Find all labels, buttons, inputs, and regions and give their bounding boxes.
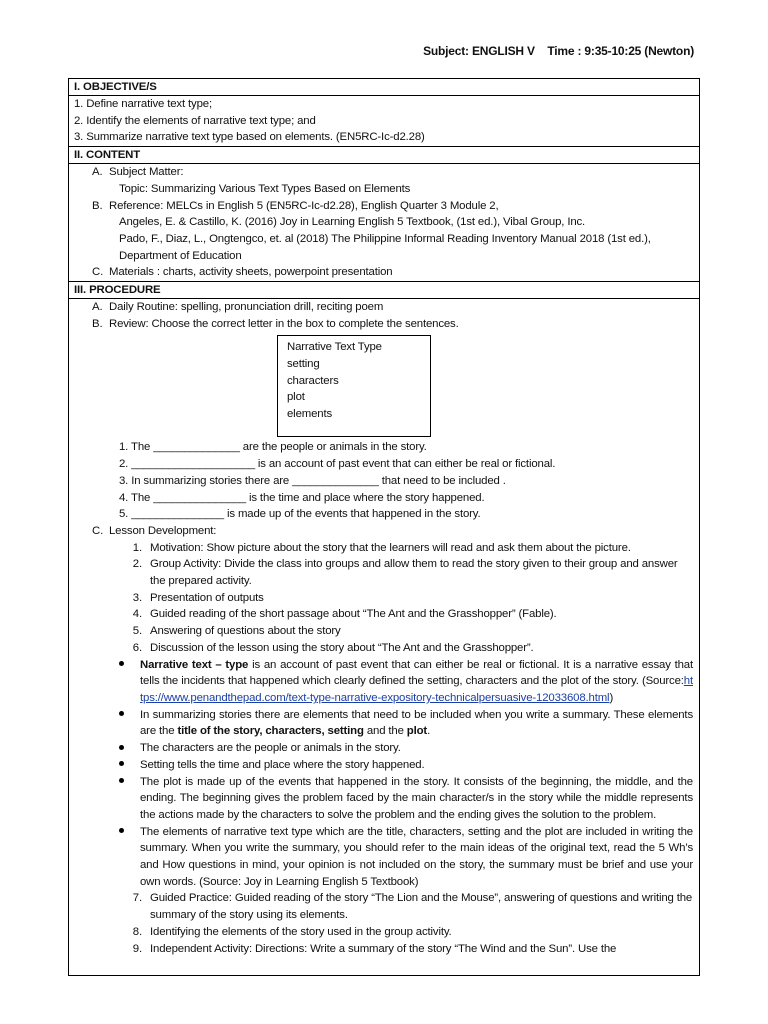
- bullet-dot-icon: [114, 657, 140, 707]
- item-letter: A.: [92, 301, 103, 314]
- materials-line: Materials : charts, activity sheets, powerpoint presentation: [109, 266, 393, 279]
- content-section: [69, 164, 699, 282]
- step-text: Identifying the elements of the story used in the group activity.: [150, 925, 452, 938]
- topic-line: Topic: Summarizing Various Text Types Based on Elements: [119, 182, 411, 195]
- lesson-step: [69, 640, 699, 657]
- bullet-body: In summarizing stories there are elements that need to be included when you write a summary. These elements are the: [140, 708, 693, 738]
- step-text: Presentation of outputs: [150, 591, 264, 604]
- step-text: Guided Practice: Guided reading of the story “The Lion and the Mouse”, answering of questions and writing the summary of the story using its elements.: [150, 892, 693, 922]
- lesson-step: [69, 556, 699, 589]
- lesson-step: [69, 606, 699, 623]
- step-number: 2.: [132, 558, 142, 571]
- step-number: 3.: [132, 591, 142, 604]
- lesson-step: [69, 941, 699, 958]
- procedure-item-a: [69, 299, 699, 316]
- bullet-item: [69, 707, 699, 740]
- bullet-dot-icon: [114, 740, 140, 757]
- procedure-section: [69, 299, 699, 957]
- item-letter: C.: [92, 524, 104, 537]
- time-label: Time : 9:35-10:25 (Newton): [547, 44, 694, 58]
- bullet-close: ): [609, 691, 614, 704]
- choice-item: characters: [287, 374, 339, 387]
- reference-line: Pado, F., Diaz, L., Ongtengco, et. al (2018) The Philippine Informal Reading Inventory Manual 2018 (1st ed.),: [119, 232, 651, 245]
- bold-term: Narrative text – type: [140, 658, 249, 671]
- bullet-dot-icon: [114, 774, 140, 824]
- step-number: 6.: [132, 641, 142, 654]
- reference-line: Angeles, E. & Castillo, K. (2016) Joy in Learning English 5 Textbook, (1st ed.), Vibal Group, Inc.: [119, 216, 586, 229]
- bullet-item: [69, 657, 699, 707]
- quiz-item: 5. _______________ is made up of the events that happened in the story.: [119, 508, 481, 521]
- word-choices-box: [277, 335, 431, 437]
- objective-item: 3. Summarize narrative text type based on elements. (EN5RC-Ic-d2.28): [74, 131, 425, 144]
- bullet-item: [69, 757, 699, 774]
- step-number: 1.: [132, 541, 142, 554]
- bullet-body: .: [427, 725, 431, 738]
- lesson-step: [69, 623, 699, 640]
- reference-line: Reference: MELCs in English 5 (EN5RC-Ic-d2.28), English Quarter 3 Module 2,: [109, 199, 499, 212]
- lesson-step: [69, 924, 699, 941]
- objectives-heading: I. OBJECTIVE/S: [69, 79, 699, 96]
- bullet-body: and the: [363, 725, 407, 738]
- item-letter: C.: [92, 266, 104, 279]
- item-letter: B.: [92, 199, 103, 212]
- bullet-dot-icon: [114, 757, 140, 774]
- quiz-item: 4. The _______________ is the time and place where the story happened.: [119, 491, 485, 504]
- bullet-text: Setting tells the time and place where the story happened.: [140, 758, 425, 771]
- content-item-c: [69, 264, 694, 281]
- bullet-text: The elements of narrative text type which are the title, characters, setting and the plot are included in writing the summary. When you write the summary, you should refer to the main ideas of the original text, read the 5 Wh’s and How questions in mind, your opinion is not included on the story, the summary must be brief and use your own words. (Source: Joy in Learning English 5 Textbook): [140, 825, 693, 888]
- step-text: Answering of questions about the story: [150, 625, 341, 638]
- daily-routine-line: Daily Routine: spelling, pronunciation drill, reciting poem: [109, 301, 384, 314]
- lesson-step: [69, 890, 699, 923]
- page-header: [423, 44, 694, 58]
- objective-item: 2. Identify the elements of narrative text type; and: [74, 114, 316, 127]
- bullet-body: is an account of past event that can either be real or fictional. It is a narrative essay that tells the incidents that happened which clearly defined the setting, characters and the plot of the story. (Source:: [140, 658, 694, 688]
- step-number: 8.: [132, 925, 142, 938]
- bullet-item: [69, 824, 699, 891]
- objectives-section: [69, 96, 699, 147]
- objective-item: 1. Define narrative text type;: [74, 98, 212, 110]
- bold-term: plot: [406, 725, 428, 738]
- bold-term: title of the story, characters, setting: [177, 725, 364, 738]
- content-item-b: [69, 198, 694, 215]
- item-letter: B.: [92, 317, 103, 330]
- quiz-item: 1. The ______________ are the people or animals in the story.: [119, 441, 427, 454]
- reference-line: Department of Education: [119, 249, 242, 262]
- item-letter: A.: [92, 166, 103, 179]
- lesson-development-line: Lesson Development:: [109, 524, 217, 537]
- step-text: Motivation: Show picture about the story that the learners will read and ask them about the picture.: [150, 541, 631, 554]
- source-link[interactable]: https://www.penandthepad.com/text-type-narrative-expository-technicalpersuasive-12033608.html: [140, 675, 693, 704]
- lesson-step: [69, 590, 699, 607]
- bullet-dot-icon: [114, 707, 140, 740]
- content-item-a: [69, 164, 694, 181]
- procedure-heading: III. PROCEDURE: [69, 282, 699, 299]
- bullet-item: [69, 774, 699, 824]
- procedure-item-b: [69, 316, 699, 333]
- bullet-text: [140, 657, 699, 707]
- step-text: Independent Activity: Directions: Write a summary of the story “The Wind and the Sun”. Use the: [150, 942, 617, 955]
- step-text: Discussion of the lesson using the story about “The Ant and the Grasshopper”.: [150, 641, 534, 654]
- choice-item: plot: [287, 391, 305, 404]
- choice-item: setting: [287, 358, 320, 371]
- quiz-item: 3. In summarizing stories there are ______________ that need to be included .: [119, 474, 506, 487]
- bullet-text: The characters are the people or animals in the story.: [140, 742, 401, 755]
- choice-item: Narrative Text Type: [287, 341, 382, 354]
- bullet-dot-icon: [114, 824, 140, 891]
- quiz-item: 2. ____________________ is an account of past event that can either be real or fictional.: [119, 458, 556, 471]
- procedure-item-c: [69, 523, 699, 540]
- lesson-plan-table: [68, 78, 700, 976]
- bullet-text: The plot is made up of the events that happened in the story. It consists of the beginning, the middle, and the ending. The beginning gives the problem faced by the main character/s in the story while the middle represents the actions made by the characters to solve the problem and the ending gives the solution to the problem.: [140, 775, 693, 821]
- step-number: 7.: [132, 892, 142, 905]
- step-text: Guided reading of the short passage about “The Ant and the Grasshopper” (Fable).: [150, 608, 557, 621]
- step-text: Group Activity: Divide the class into groups and allow them to read the story given to their group and answer the prepared activity.: [150, 558, 678, 588]
- content-heading: II. CONTENT: [69, 147, 699, 164]
- step-number: 5.: [132, 625, 142, 638]
- step-number: 4.: [132, 608, 142, 621]
- lesson-step: [69, 540, 699, 557]
- bullet-text: [140, 707, 699, 740]
- subject-label: Subject: ENGLISH V: [423, 44, 535, 58]
- subject-matter-label: Subject Matter:: [109, 166, 184, 179]
- step-number: 9.: [132, 942, 142, 955]
- review-line: Review: Choose the correct letter in the box to complete the sentences.: [109, 317, 459, 330]
- choice-item: elements: [287, 407, 333, 420]
- bullet-item: [69, 740, 699, 757]
